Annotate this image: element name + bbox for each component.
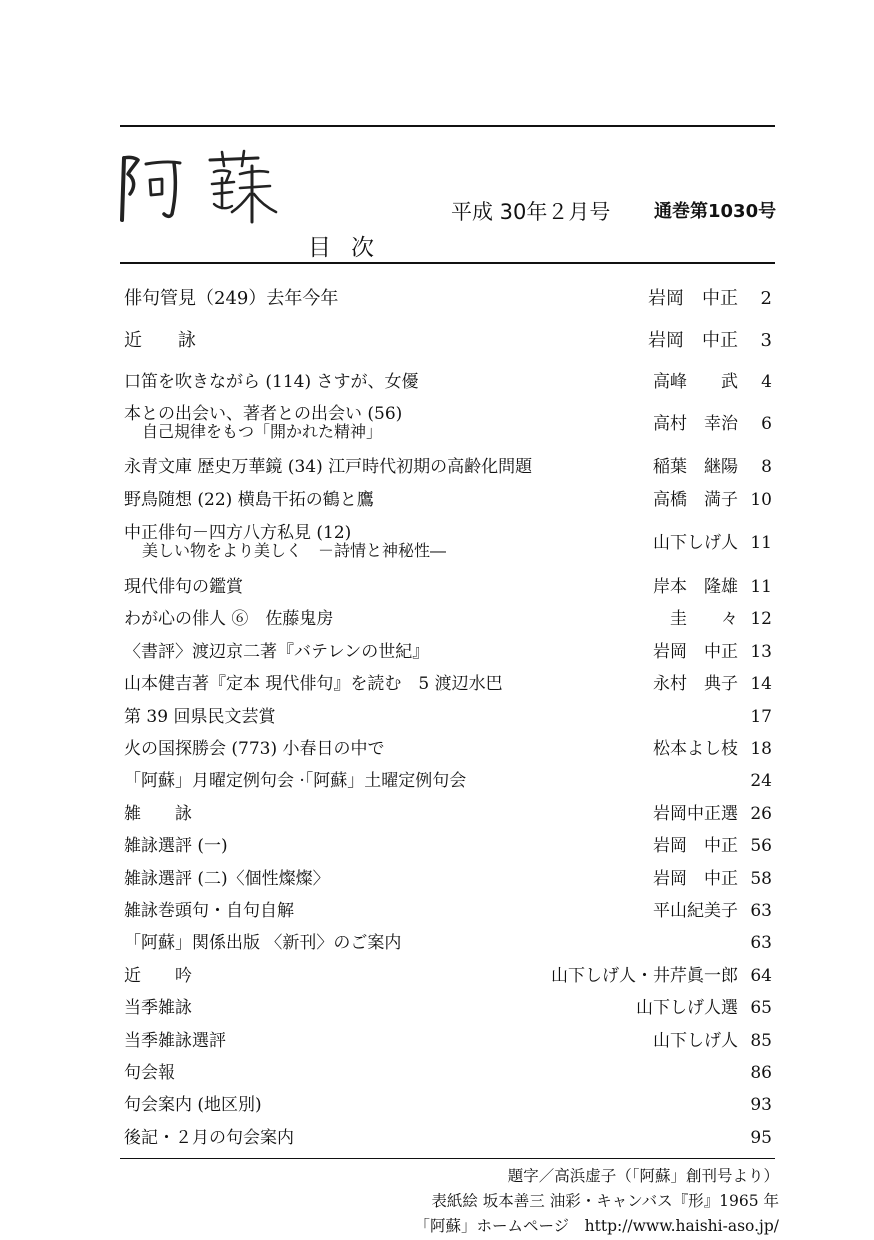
toc-entry-title: 当季雑詠 <box>124 998 192 1018</box>
toc-entry-page: 14 <box>750 674 772 694</box>
toc-entry-author: 稲葉 継陽 <box>653 457 738 477</box>
toc-entry[interactable] <box>124 934 772 952</box>
toc-entry[interactable] <box>124 740 772 758</box>
toc-entry-page: 11 <box>750 577 772 597</box>
toc-entry-title: 火の国探勝会 (773) 小春日の中で <box>124 739 385 759</box>
toc-entry[interactable] <box>124 805 772 823</box>
toc-entry-author: 山下しげ人・井芹眞一郎 <box>551 966 738 986</box>
toc-entry-page: 6 <box>761 414 772 434</box>
toc-entry-page: 64 <box>750 966 772 986</box>
toc-entry-title: 後記・２月の句会案内 <box>124 1128 294 1148</box>
toc-entry-author: 岩岡 中正 <box>648 288 738 309</box>
toc-entry-page: 13 <box>750 642 772 662</box>
toc-entry-title: 「阿蘇」月曜定例句会 ·「阿蘇」土曜定例句会 <box>124 771 467 791</box>
toc-entry-title: 雑詠巻頭句・自句自解 <box>124 901 294 921</box>
toc-entry[interactable] <box>124 967 772 985</box>
toc-entry-page: 58 <box>750 869 772 889</box>
toc-entry-title: 句会案内 (地区別) <box>124 1095 262 1115</box>
toc-entry-page: 3 <box>760 330 772 351</box>
toc-entry[interactable] <box>124 290 772 308</box>
toc-entry-subtitle: 自己規律をもつ「開かれた精神」 <box>142 422 383 441</box>
toc-entry-title: 雑 詠 <box>124 804 192 824</box>
toc-entry-page: 86 <box>750 1063 772 1083</box>
credit-title-calligraphy: 題字／高浜虚子（「阿蘇」創刊号より） <box>507 1167 779 1185</box>
toc-entry-title: 口笛を吹きながら (114) さすが、女優 <box>124 372 419 392</box>
toc-entry-subtitle: 美しい物をより美しく －詩情と神秘性― <box>142 541 447 560</box>
toc-entry-page: 63 <box>750 901 772 921</box>
toc-entry-title: わが心の俳人 ⑥ 佐藤鬼房 <box>124 609 334 629</box>
toc-entry[interactable] <box>124 1129 772 1147</box>
toc-entry-author: 岸本 隆雄 <box>653 577 738 597</box>
toc-entry-author: 山下しげ人 <box>653 533 738 553</box>
toc-entry-title: 野鳥随想 (22) 横島干拓の鶴と鷹 <box>124 490 374 510</box>
toc-entry[interactable] <box>124 373 772 391</box>
toc-entry-page: 93 <box>750 1095 772 1115</box>
toc-entry-page: 63 <box>750 933 772 953</box>
toc-entry[interactable] <box>124 1096 772 1114</box>
toc-entry-page: 24 <box>750 771 772 791</box>
toc-entry-author: 永村 典子 <box>653 674 738 694</box>
toc-entry-page: 11 <box>750 533 772 553</box>
credit-cover-art: 表紙絵 坂本善三 油彩・キャンバス『形』1965 年 <box>431 1192 779 1210</box>
toc-entry-author: 高村 幸治 <box>653 414 738 434</box>
toc-entry[interactable] <box>124 458 772 476</box>
toc-entry-title: 山本健吉著『定本 現代俳句』を読む 5 渡辺水巴 <box>124 674 503 694</box>
toc-entry-page: 4 <box>761 372 772 392</box>
toc-entry[interactable] <box>124 524 772 560</box>
toc-entry-page: 18 <box>750 739 772 759</box>
toc-entry[interactable] <box>124 999 772 1017</box>
toc-entry-page: 17 <box>750 707 772 727</box>
issue-date: 平成 30年２月号 <box>451 200 611 224</box>
toc-entry-page: 10 <box>750 490 772 510</box>
footer-divider <box>120 1158 775 1159</box>
toc-entry[interactable] <box>124 405 772 441</box>
toc-entry-author: 岩岡中正選 <box>653 804 738 824</box>
toc-entry-title: 近 吟 <box>124 966 192 986</box>
toc-entry[interactable] <box>124 332 772 350</box>
toc-entry-title: 現代俳句の鑑賞 <box>124 577 243 597</box>
toc-entry[interactable] <box>124 708 772 726</box>
toc-entry[interactable] <box>124 902 772 920</box>
toc-entry-page: 56 <box>750 836 772 856</box>
toc-entry-author: 岩岡 中正 <box>653 836 738 856</box>
toc-entry-title: 当季雑詠選評 <box>124 1031 226 1051</box>
toc-entry-title: 近 詠 <box>124 330 196 351</box>
toc-entry[interactable] <box>124 1064 772 1082</box>
toc-entry-title: 中正俳句－四方八方私見 (12) <box>124 523 352 543</box>
toc-entry-author: 高橋 満子 <box>653 490 738 510</box>
toc-entry-page: 12 <box>750 609 772 629</box>
toc-entry-page: 65 <box>750 998 772 1018</box>
toc-entry-author: 平山紀美子 <box>653 901 738 921</box>
toc-entry[interactable] <box>124 578 772 596</box>
toc-entry-title: 永青文庫 歴史万華鏡 (34) 江戸時代初期の高齢化問題 <box>124 457 533 477</box>
toc-subtitle: 目次 <box>308 235 394 261</box>
toc-entry[interactable] <box>124 772 772 790</box>
toc-entry[interactable] <box>124 837 772 855</box>
toc-entry-author: 岩岡 中正 <box>653 642 738 662</box>
toc-entry-title: 俳句管見（249）去年今年 <box>124 288 339 309</box>
toc-entry-author: 山下しげ人選 <box>636 998 738 1018</box>
toc-entry-title: 句会報 <box>124 1063 175 1083</box>
top-rule <box>120 125 775 127</box>
toc-entry-title: 〈書評〉渡辺京二著『バテレンの世紀』 <box>124 642 430 662</box>
toc-entry[interactable] <box>124 491 772 509</box>
toc-entry-title: 「阿蘇」関係出版 〈新刊〉のご案内 <box>124 933 402 953</box>
toc-entry[interactable] <box>124 610 772 628</box>
toc-entry[interactable] <box>124 643 772 661</box>
header-divider <box>120 262 775 264</box>
toc-entry-author: 岩岡 中正 <box>648 330 738 351</box>
toc-entry-author: 岩岡 中正 <box>653 869 738 889</box>
toc-entry-page: 2 <box>760 288 772 309</box>
toc-entry-author: 圭 々 <box>670 609 738 629</box>
toc-entry-page: 26 <box>750 804 772 824</box>
issue-number: 通巻第1030号 <box>654 201 777 222</box>
toc-entry[interactable] <box>124 1032 772 1050</box>
toc-entry-title: 本との出会い、著者との出会い (56) <box>124 404 403 424</box>
toc-entry-author: 松本よし枝 <box>653 739 738 759</box>
toc-entry-author: 高峰 武 <box>653 372 738 392</box>
toc-entry-page: 95 <box>750 1128 772 1148</box>
toc-entry-title: 雑詠選評 (一) <box>124 836 228 856</box>
toc-entry-title: 雑詠選評 (二)〈個性燦燦〉 <box>124 869 330 889</box>
credit-homepage: 「阿蘇」ホームページ http://www.haishi-aso.jp/ <box>414 1217 779 1235</box>
toc-entry[interactable] <box>124 675 772 693</box>
toc-entry-title: 第 39 回県民文芸賞 <box>124 707 276 727</box>
toc-entry-author: 山下しげ人 <box>653 1031 738 1051</box>
aso-calligraphy-logo <box>118 148 288 228</box>
toc-entry-page: 8 <box>761 457 772 477</box>
toc-entry-page: 85 <box>750 1031 772 1051</box>
toc-entry[interactable] <box>124 870 772 888</box>
